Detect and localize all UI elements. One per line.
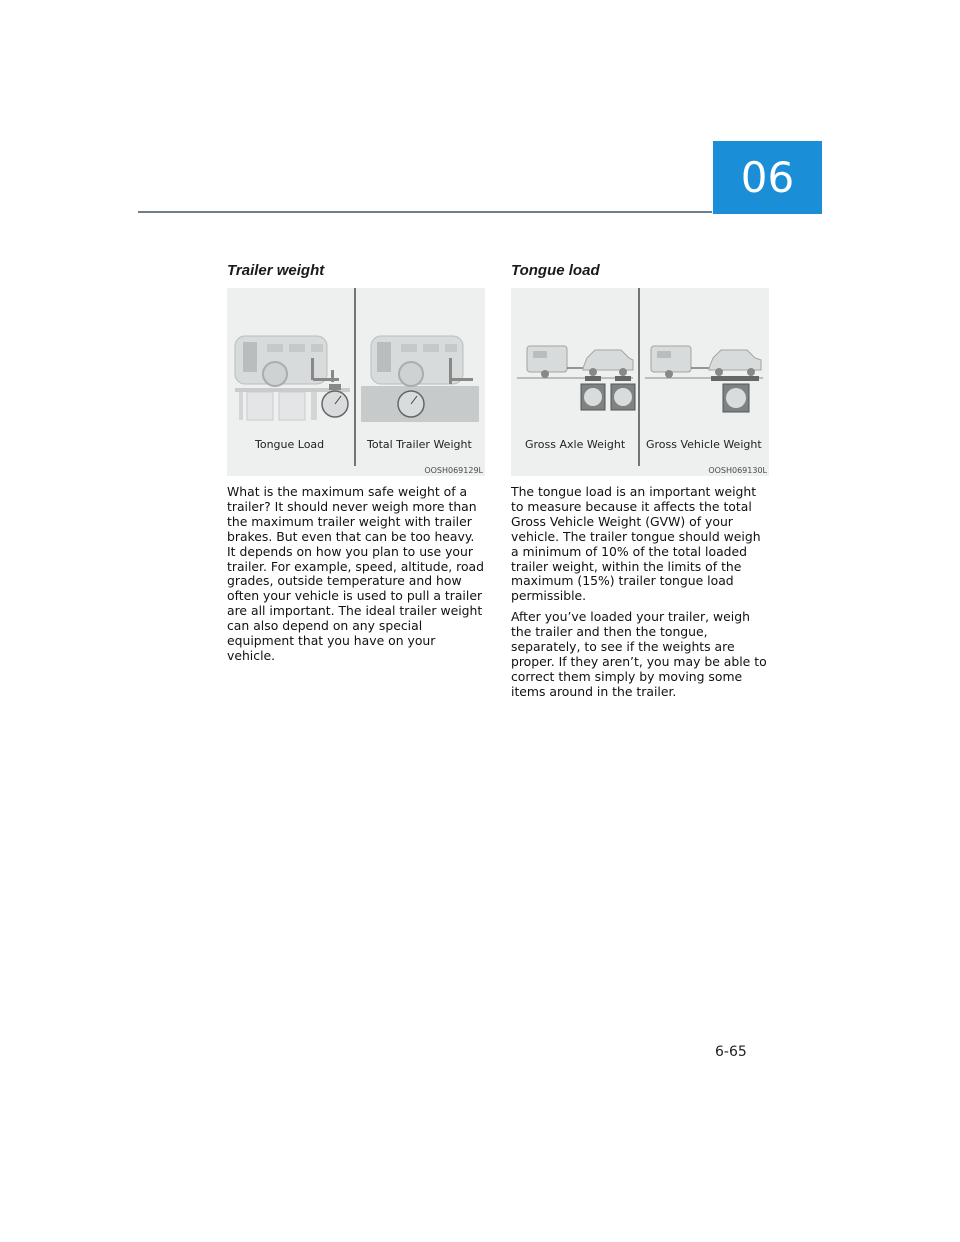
figure-code: OOSH069130L [708,466,767,475]
figure-label-gross-axle-weight: Gross Axle Weight [525,438,626,451]
figure-label-gross-vehicle-weight: Gross Vehicle Weight [646,438,762,451]
paragraph-2: After you’ve loaded your trailer, weigh the trailer and then the tongue, separately, to see if the weights are proper. If they aren’t, you may be able to correct them simply by moving some items around in the trailer. [511,609,767,699]
total-trailer-weight-scene [361,336,479,422]
trailer-weight-figure [227,288,485,476]
section-title: Tongue load [511,262,600,279]
section-title: Trailer weight [227,262,325,279]
header-rule [138,211,712,213]
paragraph: What is the maximum safe weight of a trailer? It should never weigh more than the maximum trailer weight with trailer brakes. But even that can be too heavy. It depends on how you plan to use your trailer. For example, speed, altitude, road grades, outside temperature and how often your vehicle is used to pull a trailer are all important. The ideal trailer weight can also depend on any special equipment that you have on your vehicle. [227,484,484,663]
section-tongue-load [511,262,769,700]
figure-label-total-trailer-weight: Total Trailer Weight [367,438,472,451]
tongue-load-figure [511,288,769,476]
section-trailer-weight [227,262,485,664]
figure-code: OOSH069129L [424,466,483,475]
tongue-load-scene [235,336,350,420]
chapter-tab: 06 [713,141,822,214]
gross-axle-weight-scene [517,346,635,410]
figure-label-tongue-load: Tongue Load [255,438,325,451]
gross-vehicle-weight-scene [645,346,763,412]
paragraph-1: The tongue load is an important weight to measure because it affects the total Gross Vehicle Weight (GVW) of your vehicle. The trailer tongue should weigh a minimum of 10% of the total loaded trailer weight, within the limits of the maximum (15%) trailer tongue load permissible. [511,484,761,604]
page-number: 6-65 [715,1044,747,1060]
